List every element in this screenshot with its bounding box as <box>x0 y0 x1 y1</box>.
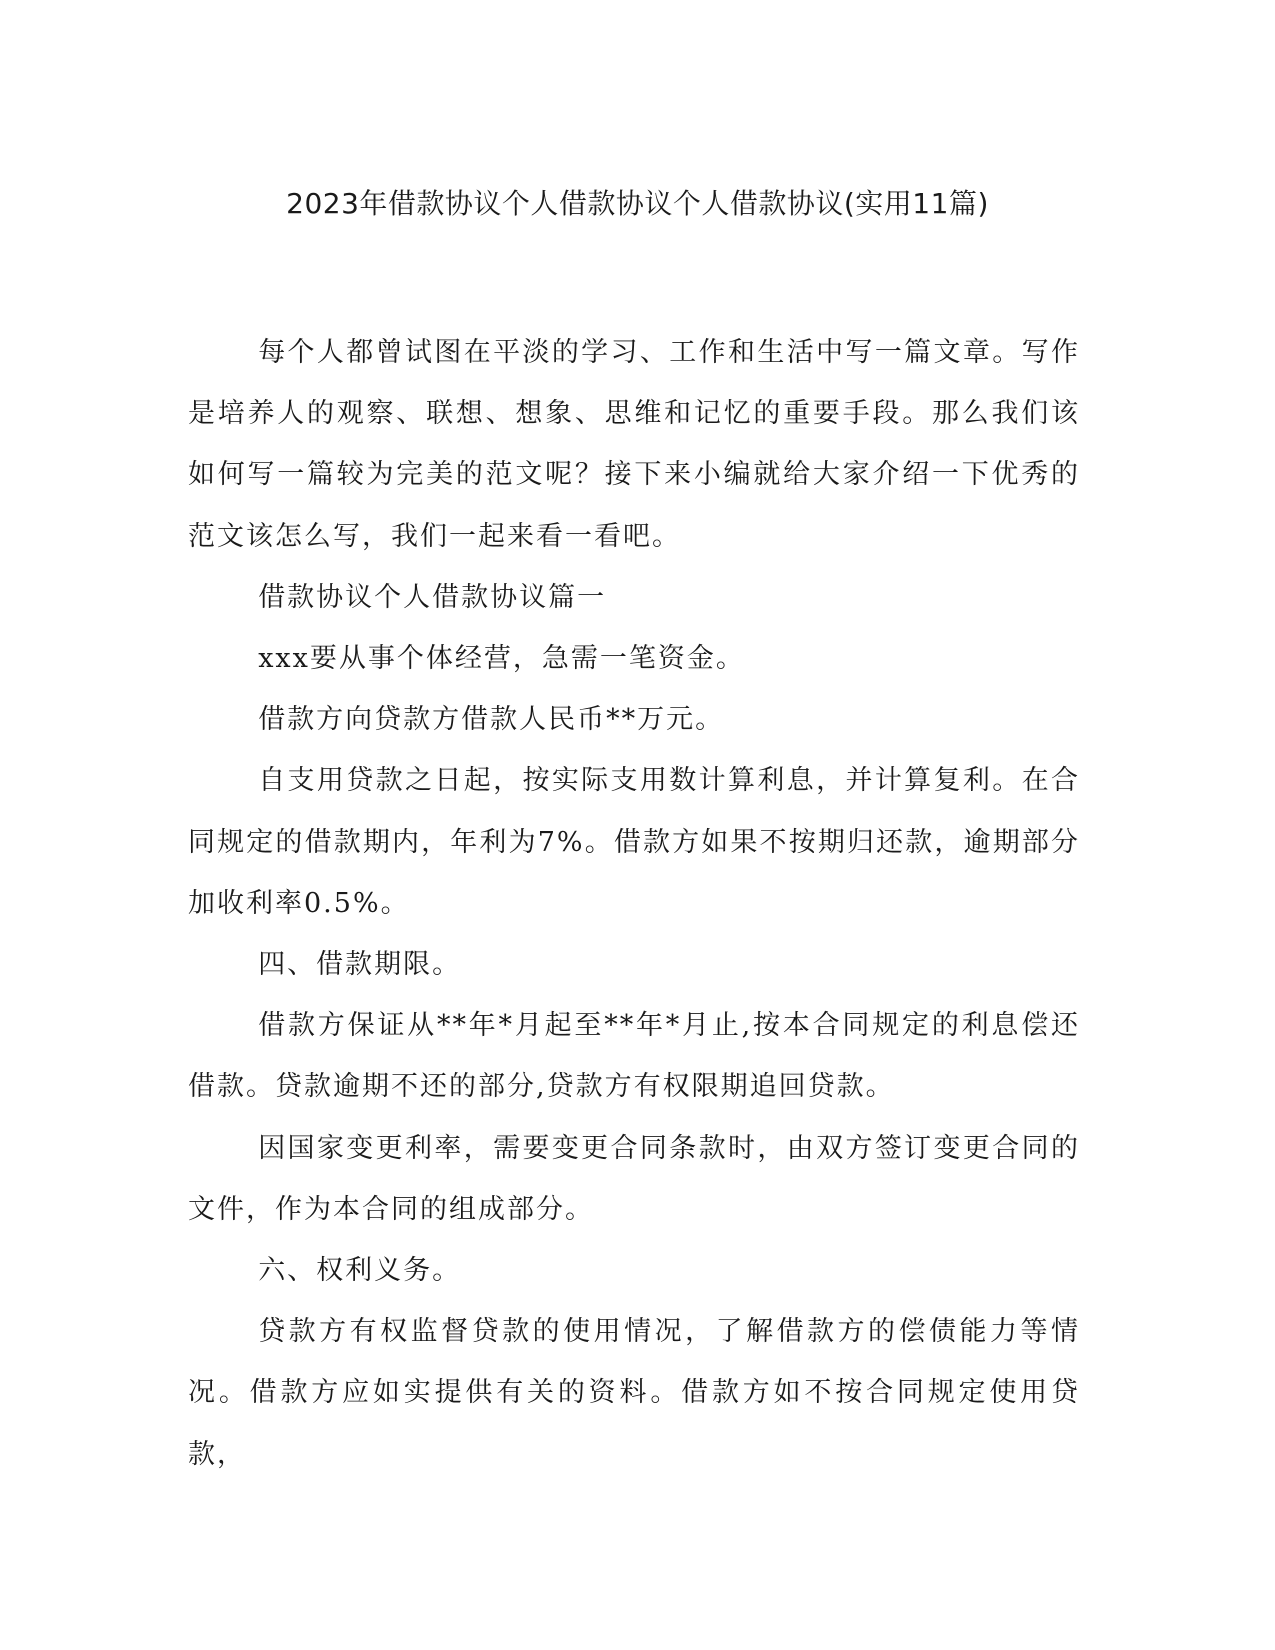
paragraph-rights: 贷款方有权监督贷款的使用情况，了解借款方的偿债能力等情况。借款方应如实提供有关的资料。借款方如不按合同规定使用贷款， <box>188 1316 1080 1470</box>
paragraph-heading-rights: 六、权利义务。 <box>258 1255 462 1287</box>
paragraph-purpose: xxx要从事个体经营，急需一笔资金。 <box>258 643 745 675</box>
paragraph-rate-change: 因国家变更利率，需要变更合同条款时，由双方签订变更合同的文件，作为本合同的组成部分。 <box>188 1132 1080 1225</box>
document-body <box>188 322 1080 1485</box>
paragraph-intro: 每个人都曾试图在平淡的学习、工作和生活中写一篇文章。写作是培养人的观察、联想、想象、思维和记忆的重要手段。那么我们该如何写一篇较为完美的范文呢？接下来小编就给大家介绍一下优秀的范文该怎么写，我们一起来看一看吧。 <box>188 337 1080 552</box>
paragraph-amount: 借款方向贷款方借款人民币**万元。 <box>258 704 725 736</box>
document-title: 2023年借款协议个人借款协议个人借款协议(实用11篇) <box>286 187 989 220</box>
paragraph-interest: 自支用贷款之日起，按实际支用数计算利息，并计算复利。在合同规定的借款期内，年利为7%。借款方如果不按期归还款，逾期部分加收利率0.5%。 <box>188 765 1080 919</box>
paragraph-heading-term: 四、借款期限。 <box>258 949 462 981</box>
paragraph-term: 借款方保证从**年*月起至**年*月止,按本合同规定的利息偿还借款。贷款逾期不还的部分,贷款方有权限期追回贷款。 <box>188 1010 1080 1103</box>
paragraph-section-heading-1: 借款协议个人借款协议篇一 <box>258 581 607 613</box>
